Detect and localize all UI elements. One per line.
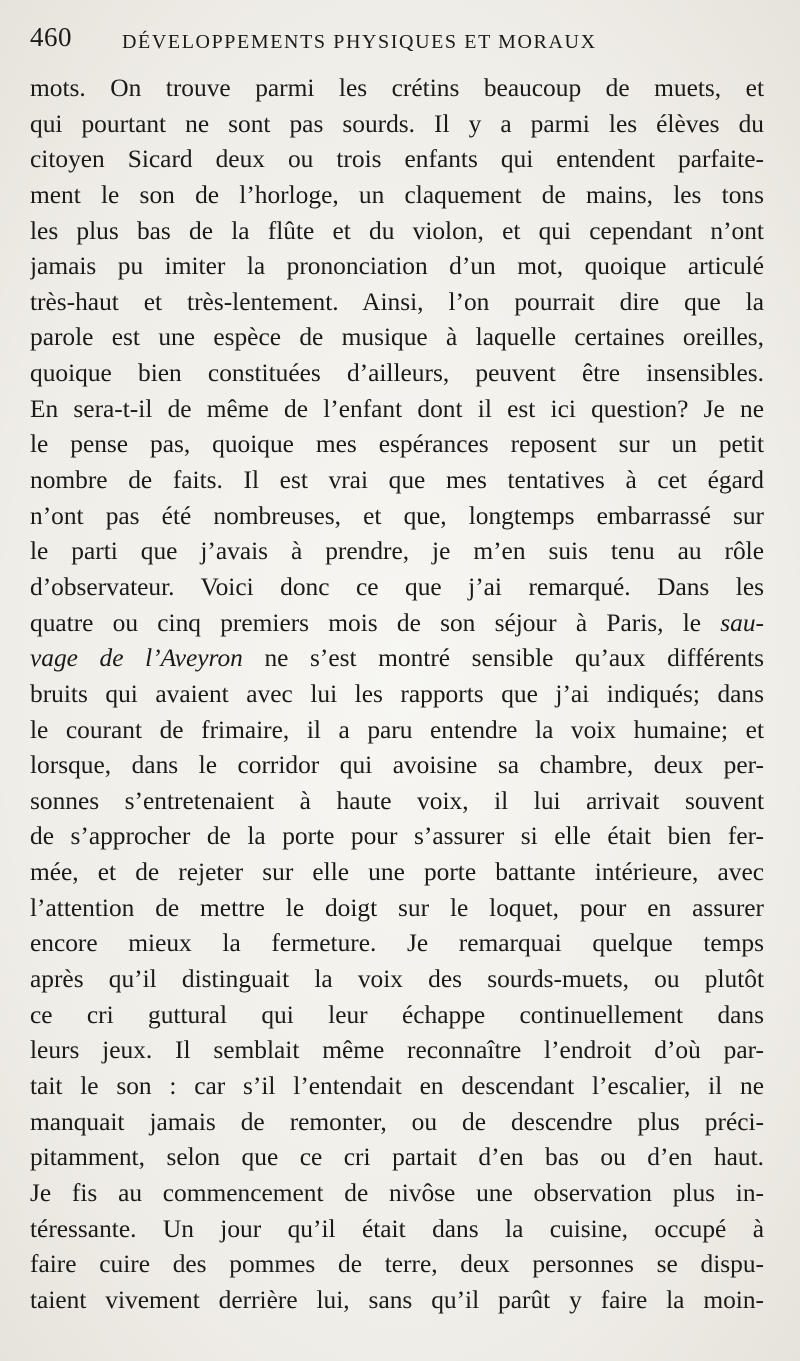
text-line: Je fis au commencement de nivôse une observation plus in- [30,1178,764,1207]
text-line: n’ont pas été nombreuses, et que, longtemps embarrassé sur [30,501,764,530]
text-line: leurs jeux. Il semblait même reconnaître l’endroit d’où par- [30,1036,764,1065]
text-line: nombre de faits. Il est vrai que mes tentatives à cet égard [30,466,764,495]
italic-fragment: sau- [720,608,764,637]
running-head [30,22,770,62]
text-line: quoique bien constituées d’ailleurs, peuvent être insensibles. [30,359,764,388]
text-line: citoyen Sicard deux ou trois enfants qui entendent parfaite- [30,145,764,174]
text-line: très-haut et très-lentement. Ainsi, l’on pourrait dire que la [30,287,764,316]
text-line: manquait jamais de remonter, ou de descendre plus préci- [30,1107,764,1136]
text-line: sonnes s’entretenaient à haute voix, il lui arrivait souvent [30,786,764,815]
text-line: les plus bas de la flûte et du violon, et qui cependant n’ont [30,216,764,245]
text-line: En sera-t-il de même de l’enfant dont il est ici question? Je ne [30,394,764,423]
text-line: d’observateur. Voici donc ce que j’ai remarqué. Dans les [30,572,764,601]
text-line: encore mieux la fermeture. Je remarquai quelque temps [30,929,764,958]
text-line: l’attention de mettre le doigt sur le loquet, pour en assurer [30,893,764,922]
text-line: taient vivement derrière lui, sans qu’il parût y faire la moin- [30,1285,764,1314]
text-line: le pense pas, quoique mes espérances reposent sur un petit [30,430,764,459]
text-line: lorsque, dans le corridor qui avoisine sa chambre, deux per- [30,751,764,780]
text-line: mots. On trouve parmi les crétins beaucoup de muets, et [30,74,764,102]
text-line: qui pourtant ne sont pas sourds. Il y a parmi les élèves du [30,109,764,138]
text-line: vage de l’Aveyron ne s’est montré sensible qu’aux différents [30,644,764,673]
text-line: de s’approcher de la porte pour s’assurer si elle était bien fer- [30,822,764,851]
running-title: DÉVELOPPEMENTS PHYSIQUES ET MORAUX [122,31,597,53]
text-line: après qu’il distinguait la voix des sourds-muets, ou plutôt [30,965,764,994]
text-line: téressante. Un jour qu’il était dans la cuisine, occupé à [30,1214,764,1243]
text-line: mée, et de rejeter sur elle une porte battante intérieure, avec [30,858,764,887]
text-line: parole est une espèce de musique à laquelle certaines oreilles, [30,323,764,352]
text-line: quatre ou cinq premiers mois de son séjour à Paris, le sau- [30,608,764,637]
text-line: le courant de frimaire, il a paru entendre la voix humaine; et [30,715,764,744]
text-line: tait le son : car s’il l’entendait en descendant l’escalier, il ne [30,1071,764,1100]
page-number: 460 [30,22,72,52]
italic-fragment: vage de l’Aveyron [30,644,243,673]
text-line: pitamment, selon que ce cri partait d’en bas ou d’en haut. [30,1143,764,1172]
text-line: ment le son de l’horloge, un claquement de mains, les tons [30,180,764,209]
text-line: le parti que j’avais à prendre, je m’en suis tenu au rôle [30,537,764,566]
text-line: jamais pu imiter la prononciation d’un mot, quoique articulé [30,252,764,281]
text-line: ce cri guttural qui leur échappe continuellement dans [30,1000,764,1029]
body-text [30,71,764,1318]
text-line: bruits qui avaient avec lui les rapports que j’ai indiqués; dans [30,679,764,708]
text-line: faire cuire des pommes de terre, deux personnes se dispu- [30,1250,764,1279]
